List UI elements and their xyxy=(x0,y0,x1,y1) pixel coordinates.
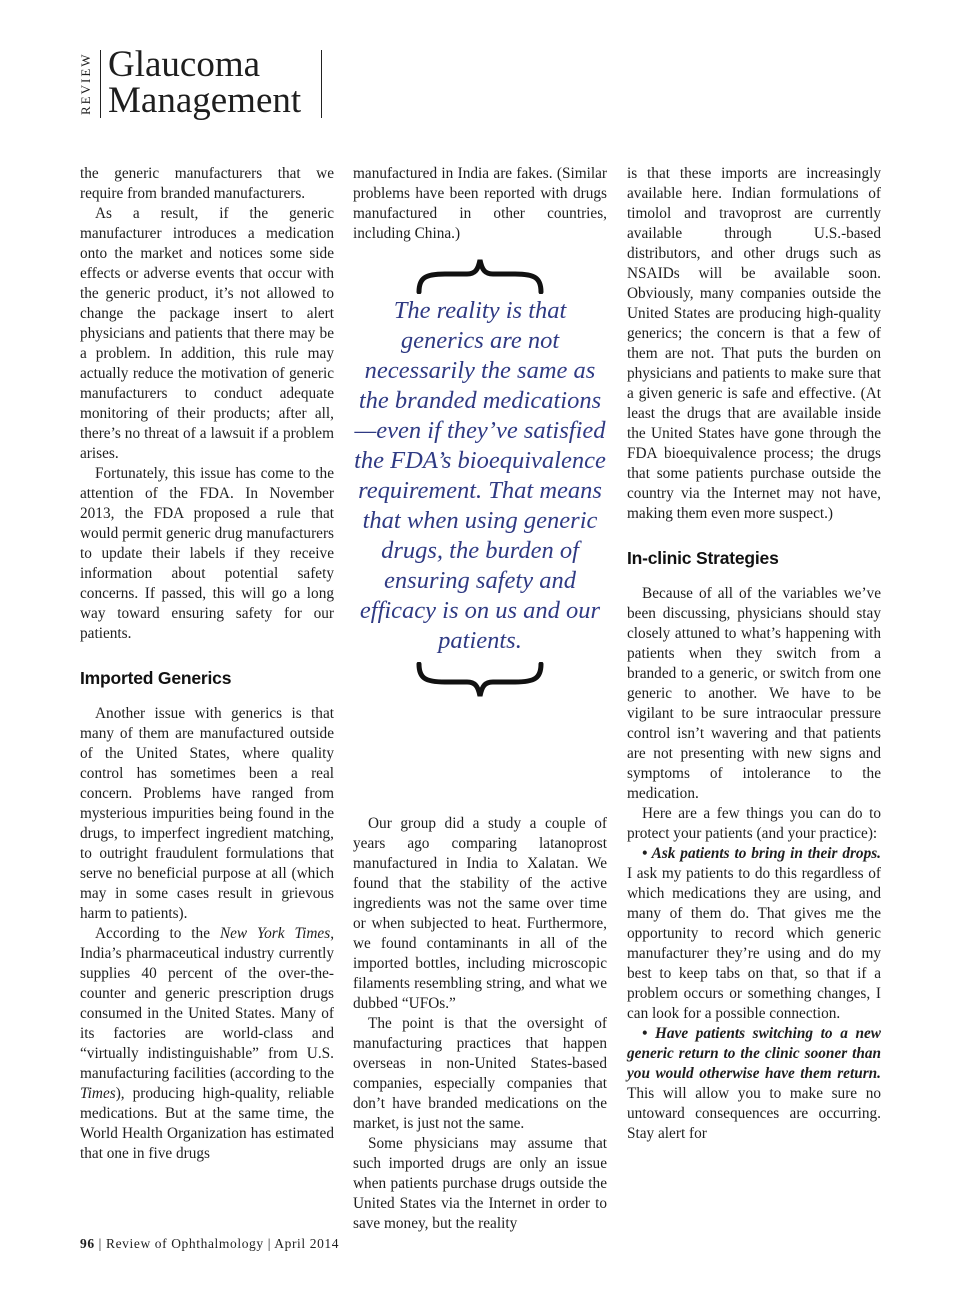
brace-top-icon xyxy=(415,258,545,294)
text-run: I ask my patients to do this regardless of which medications they are using, and many of them do. That gives me the opportunity to record which generic manufacturer they’re using and do my best to keep tabs on that, so that if a problem occurs or something changes, I can look for a possible connection. xyxy=(627,865,881,1022)
footer-separator: | xyxy=(263,1236,275,1251)
text-run: This will allow you to make sure no untoward consequences are occurring. Stay alert for xyxy=(627,1085,881,1142)
paragraph: is that these imports are increasingly available here. Indian formulations of timolol and travoprost are currently available through U.S.-based distributors, and other drugs such as NSAIDs will be available soon. Obviously, many companies outside the United States are producing high-quality generics; the concern is that a few of them are not. That puts the burden on physicians and patients to make sure that a given generic is safe and effective. (At least the drugs that are available inside the United States have gone through the FDA bioequivalence process; the drugs that some patients purchase outside the country via the Internet may not have, making them even more suspect.) xyxy=(627,165,881,522)
text-run: According to the xyxy=(95,925,220,942)
paragraph: As a result, if the generic manufacturer introduces a medication onto the market and notices some side effects or adverse events that occur with the generic product, it’s not allowed to change the package insert to alert physicians and patients that there may be a problem. In addition, this rule may actually reduce the motivation of generic manufacturers to conduct adequate monitoring of their products; after all, there’s no threat of a lawsuit if a problem arises. xyxy=(80,205,334,462)
pull-quote xyxy=(353,258,607,804)
publication-name: New York Times xyxy=(219,925,331,942)
column-1 xyxy=(80,164,334,1164)
section-heading-imported-generics: Imported Generics xyxy=(80,668,232,688)
pull-quote-text: The reality is that generics are not necessarily the same as the branded medications—even if they’ve satisfied the FDA’s bioequivalence requirement. That means that when using generic drugs, the burden of ensuring safety and efficacy is on us and our patients. xyxy=(354,297,606,654)
department-title-line2: Management xyxy=(108,80,302,121)
header-divider xyxy=(100,50,101,118)
section-heading-in-clinic-strategies: In-clinic Strategies xyxy=(627,548,779,568)
journal-name: Review of Ophthalmology xyxy=(105,1236,264,1251)
page-footer xyxy=(80,1236,339,1252)
paragraph: manufactured in India are fakes. (Similar problems have been reported with drugs manufactured in other countries, including China.) xyxy=(353,165,607,242)
page-number: 96 xyxy=(80,1236,95,1251)
paragraph: Some physicians may assume that such imported drugs are only an issue when patients purchase drugs outside the United States via the Internet in order to save money, but the reality xyxy=(353,1135,607,1232)
paragraph: Another issue with generics is that many of them are manufactured outside of the United States, where quality control has sometimes been a real concern. Problems have ranged from mysterious impurities being found in the drugs, to imperfect ingredient matching, to outright fraudulent formulations that serve no beneficial purpose at all (which may in some cases result in grievous harm to patients). xyxy=(80,705,334,922)
bullet-item xyxy=(627,1024,881,1144)
paragraph: the generic manufacturers that we require from branded manufacturers. xyxy=(80,165,334,202)
paragraph: Because of all of the variables we’ve been discussing, physicians should stay closely attuned to what’s happening with patients when they switch from a branded to a generic, or switch from one generic to another. We have to be vigilant to be sure intraocular pressure control isn’t wavering and that patients are not presenting with new signs and symptoms of intolerance to the medication. xyxy=(627,585,881,802)
bullet-lead: • Ask patients to bring in their drops. xyxy=(642,845,881,862)
section-label: REVIEW xyxy=(78,52,93,116)
paragraph: Our group did a study a couple of years ago comparing latanoprost manufactured in India to Xalatan. We found that the stability of the active ingredients was not the same over time or when subjected to heat. Furthermore, we found contaminants in all of the imported bottles, including microscopic filaments resembling string, and what we dubbed “UFOs.” xyxy=(353,815,607,1012)
bullet-item xyxy=(627,844,881,1024)
text-run: ), producing high-quality, reliable medications. But at the same time, the World Health Organization has estimated that one in five drugs xyxy=(80,1085,334,1162)
header-end-rule xyxy=(321,50,322,118)
publication-name: Times xyxy=(80,1085,116,1102)
bullet-lead: • Have patients switching to a new generic return to the clinic sooner than you would otherwise have them return. xyxy=(627,1025,881,1082)
department-title-line1: Glaucoma xyxy=(108,44,261,85)
brace-bottom-icon xyxy=(415,662,545,698)
paragraph xyxy=(80,924,334,1164)
column-2 xyxy=(353,164,607,1234)
text-run: , India’s pharmaceutical industry currently supplies 40 percent of the over-the-counter and generic prescription drugs consumed in the United States. Many of its factories are world-class and “virtually indistinguishable” from U.S. manufacturing facilities (according to the xyxy=(80,925,335,1082)
footer-separator: | xyxy=(94,1236,106,1251)
column-3 xyxy=(627,164,881,1144)
paragraph: Fortunately, this issue has come to the attention of the FDA. In November 2013, the FDA proposed a rule that would permit generic drug manufacturers to update their labels if they receive information about potential safety concerns. If passed, this will go a long way toward ensuring safety for our patients. xyxy=(80,465,335,642)
paragraph: The point is that the oversight of manufacturing practices that happen overseas in non-United States-based companies, especially companies that don’t have branded medications on the market, is just not the same. xyxy=(353,1015,607,1132)
paragraph: Here are a few things you can do to protect your patients (and your practice): xyxy=(627,805,881,842)
issue-date: April 2014 xyxy=(274,1236,340,1251)
